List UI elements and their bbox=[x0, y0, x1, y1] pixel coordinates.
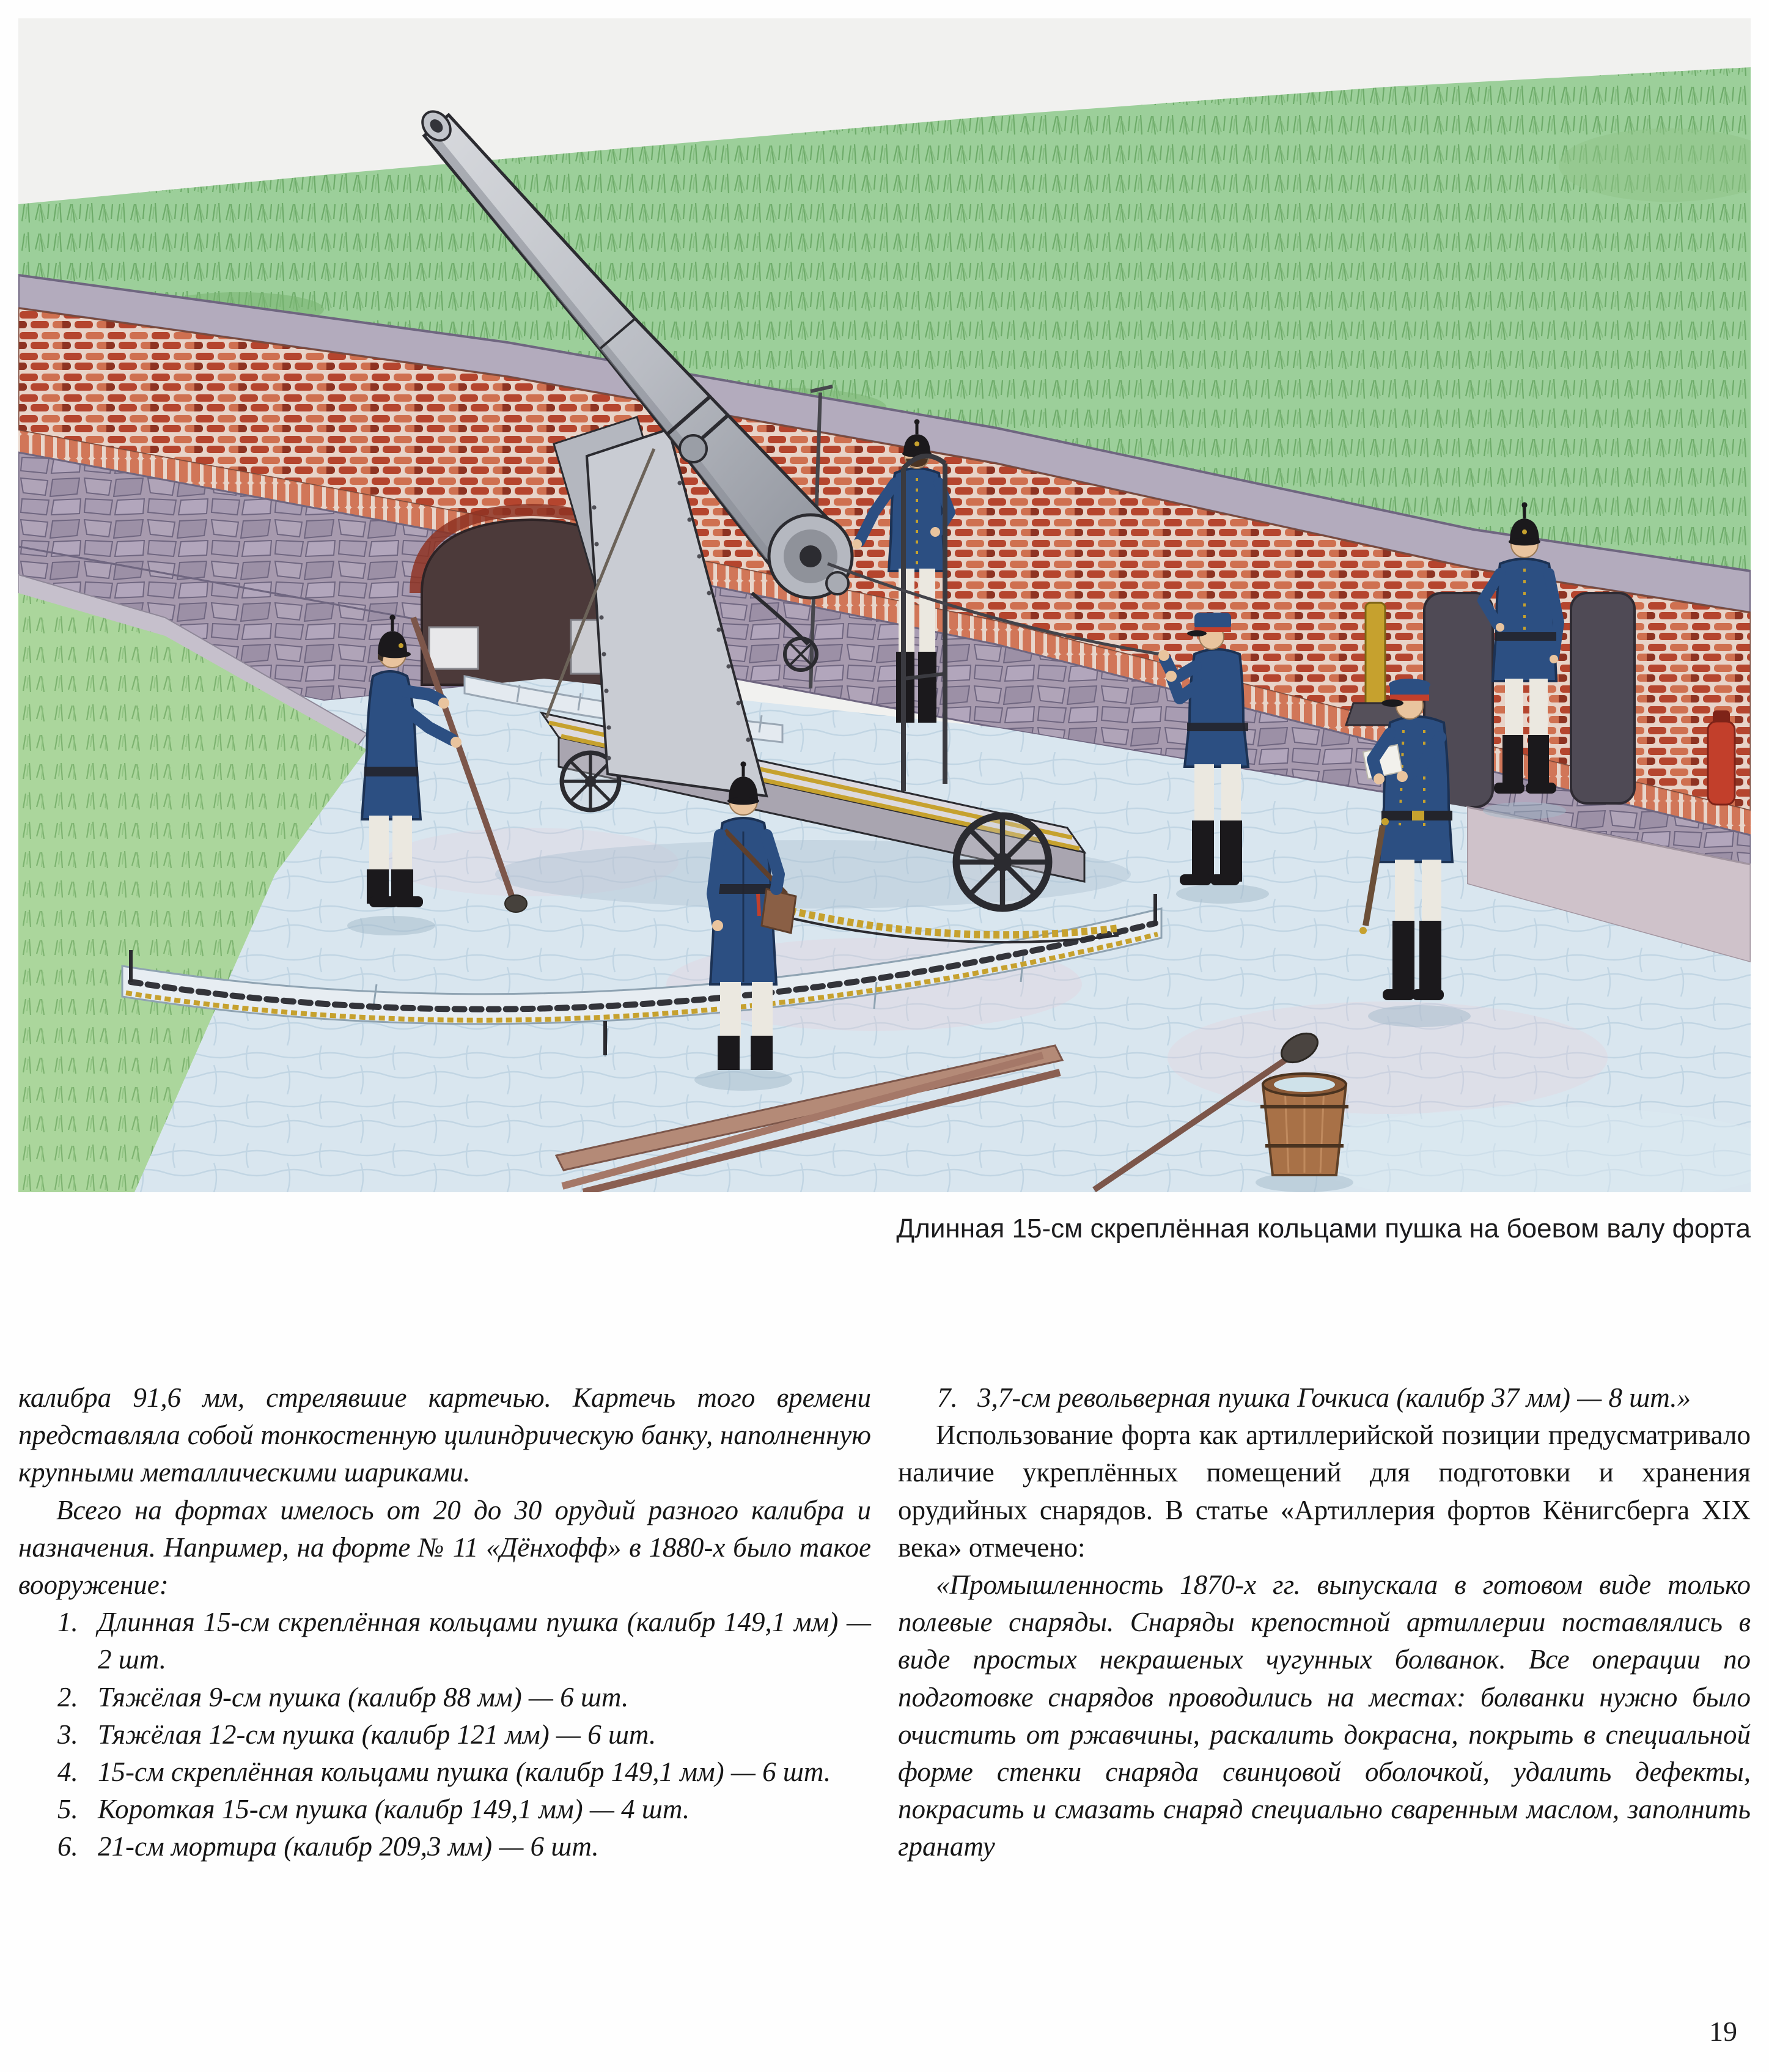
ammo-crate bbox=[429, 627, 478, 669]
paragraph: «Промышленность 1870-х гг. выпускала в готовом виде только полевые снаряды. Снаряды крепостной артиллерии поставлялись в виде простых некрашеных чугунных болванок. Все операции по подготовке снарядов проводились на местах: болванки нужно было очистить от ржавчины, раскалить докрасна, покрыть в специальной форме стенки снаряда свинцовой оболочкой, удалить дефекты, покрасить и смазать снаряд специально сваренным маслом, заполнить гранату bbox=[898, 1569, 1751, 1862]
list-item-number: 7. bbox=[937, 1382, 958, 1413]
fort-gun-illustration bbox=[18, 18, 1751, 1192]
figure-illustration bbox=[18, 18, 1751, 1192]
list-item bbox=[57, 1753, 871, 1791]
list-item-text: Тяжёлая 9-см пушка (калибр 88 мм) — 6 шт. bbox=[98, 1681, 629, 1713]
list-item-number: 6. bbox=[57, 1831, 78, 1862]
list-item bbox=[57, 1679, 871, 1716]
paragraph: калибра 91,6 мм, стрелявшие картечью. Картечь того времени представляла собой тонкостенную цилиндрическую банку, наполненную крупными металлическими шариками. bbox=[18, 1382, 871, 1488]
armament-list-continued bbox=[898, 1379, 1751, 1417]
list-item-number: 5. bbox=[57, 1794, 78, 1825]
list-item bbox=[57, 1604, 871, 1678]
list-item-text: Длинная 15-см скреплённая кольцами пушка (калибр 149,1 мм) — 2 шт. bbox=[98, 1607, 871, 1675]
list-item-text: 3,7-см револьверная пушка Гочкиса (калибр 37 мм) — 8 шт.» bbox=[977, 1382, 1691, 1413]
trunnion bbox=[680, 435, 707, 462]
list-item-text: Тяжёлая 12-см пушка (калибр 121 мм) — 6 шт. bbox=[98, 1719, 656, 1750]
left-column bbox=[18, 1379, 871, 1865]
list-item-text: Короткая 15-см пушка (калибр 149,1 мм) — 4 шт. bbox=[98, 1794, 690, 1825]
list-item-text: 15-см скреплённая кольцами пушка (калибр 149,1 мм) — 6 шт. bbox=[98, 1756, 831, 1787]
list-item-number: 1. bbox=[57, 1607, 78, 1638]
list-item bbox=[57, 1791, 871, 1828]
list-item-text: 21-см мортира (калибр 209,3 мм) — 6 шт. bbox=[98, 1831, 599, 1862]
paragraph: Использование форта как артиллерийской позиции предусматривало наличие укреплённых помещений для подготовки и хранения орудийных снарядов. В статье «Артиллерия фортов Кёнигсберга XIX века» отмечено: bbox=[898, 1420, 1751, 1563]
list-item-number: 2. bbox=[57, 1681, 78, 1713]
armament-list bbox=[18, 1604, 871, 1865]
article-body bbox=[18, 1379, 1751, 1865]
satchel bbox=[762, 889, 796, 933]
list-item bbox=[57, 1828, 871, 1865]
figure-caption: Длинная 15-см скреплённая кольцами пушка на боевом валу форта bbox=[896, 1214, 1751, 1244]
field-cap bbox=[1194, 613, 1231, 630]
list-item bbox=[57, 1716, 871, 1753]
gun-wheel bbox=[956, 816, 1048, 908]
paragraph: Всего на фортах имелось от 20 до 30 орудий разного калибра и назначения. Например, на форте № 11 «Дёнхофф» в 1880-х было такое вооружение: bbox=[18, 1494, 871, 1600]
list-item-number: 3. bbox=[57, 1719, 78, 1750]
page-number: 19 bbox=[1709, 2016, 1737, 2047]
red-cylinder bbox=[1708, 710, 1735, 805]
list-item-number: 4. bbox=[57, 1756, 78, 1787]
right-column bbox=[898, 1379, 1751, 1865]
list-item bbox=[937, 1379, 1751, 1417]
